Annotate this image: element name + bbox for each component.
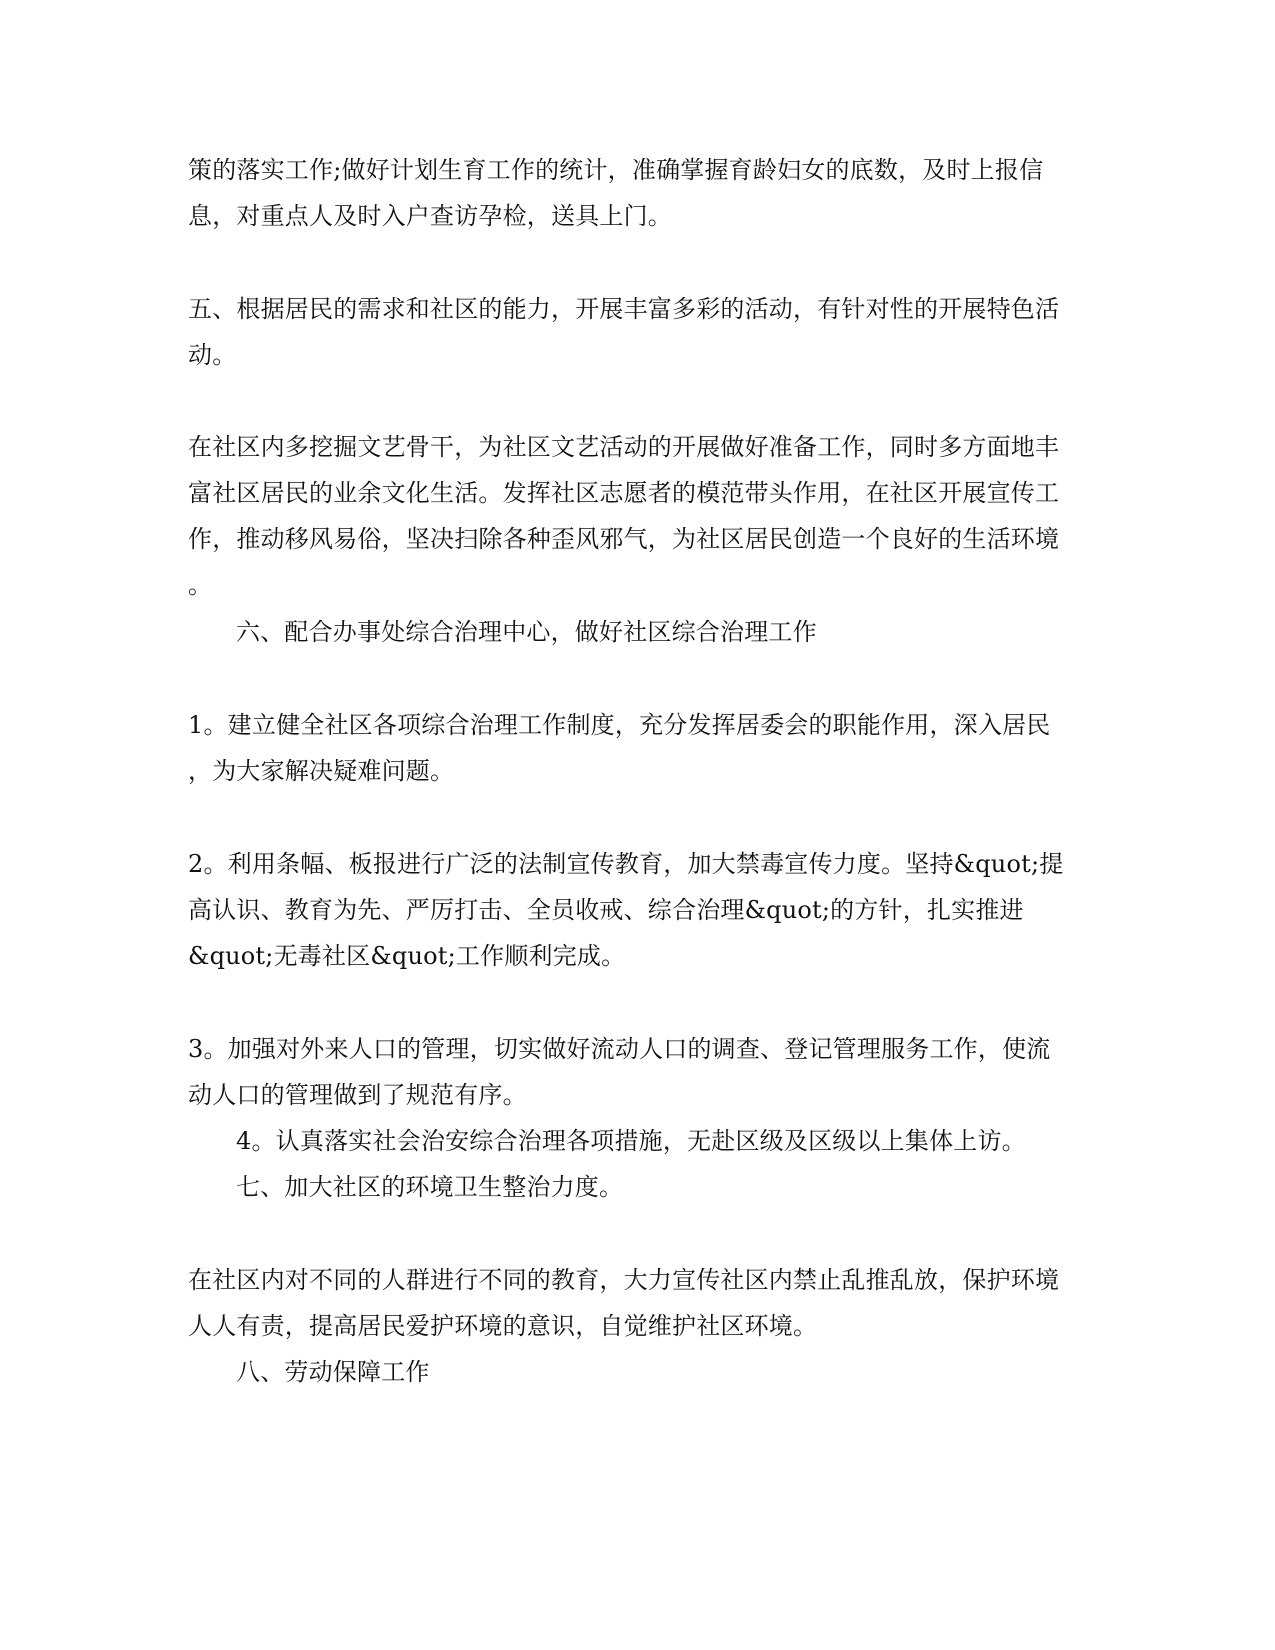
text-line: 人人有责，提高居民爱护环境的意识，自觉维护社区环境。 — [188, 1312, 818, 1340]
list-item-2: 2。利用条幅、板报进行广泛的法制宣传教育，加大禁毒宣传力度。坚持&quot;提 — [188, 850, 1064, 878]
text-line: 动人口的管理做到了规范有序。 — [188, 1081, 527, 1109]
text-line: 在社区内对不同的人群进行不同的教育，大力宣传社区内禁止乱推乱放，保护环境 — [188, 1266, 1060, 1294]
text-line: 。 — [188, 571, 213, 599]
text-line: 在社区内多挖掘文艺骨干，为社区文艺活动的开展做好准备工作，同时多方面地丰 — [188, 433, 1060, 461]
text-line: 作，推动移风易俗，坚决扫除各种歪风邪气，为社区居民创造一个良好的生活环境 — [188, 525, 1060, 553]
text-line: 富社区居民的业余文化生活。发挥社区志愿者的模范带头作用，在社区开展宣传工 — [188, 479, 1060, 507]
text-line: ，为大家解决疑难问题。 — [188, 757, 455, 785]
text-line: &quot;无毒社区&quot;工作顺利完成。 — [188, 942, 626, 970]
section-heading-7: 七、加大社区的环境卫生整治力度。 — [236, 1173, 624, 1201]
text-line: 息，对重点人及时入户查访孕检，送具上门。 — [188, 202, 672, 230]
list-item-3: 3。加强对外来人口的管理，切实做好流动人口的调查、登记管理服务工作，使流 — [188, 1035, 1051, 1063]
text-line: 高认识、教育为先、严厉打击、全员收戒、综合治理&quot;的方针，扎实推进 — [188, 896, 1024, 924]
section-heading-6: 六、配合办事处综合治理中心，做好社区综合治理工作 — [236, 618, 817, 646]
list-item-1: 1。建立健全社区各项综合治理工作制度，充分发挥居委会的职能作用，深入居民 — [188, 711, 1051, 739]
list-item-4: 4。认真落实社会治安综合治理各项措施，无赴区级及区级以上集体上访。 — [236, 1127, 1026, 1155]
section-heading-8: 八、劳动保障工作 — [236, 1358, 430, 1386]
text-line: 动。 — [188, 341, 237, 369]
text-line: 策的落实工作;做好计划生育工作的统计，准确掌握育龄妇女的底数，及时上报信 — [188, 156, 1044, 184]
section-heading-5: 五、根据居民的需求和社区的能力，开展丰富多彩的活动，有针对性的开展特色活 — [188, 295, 1060, 323]
